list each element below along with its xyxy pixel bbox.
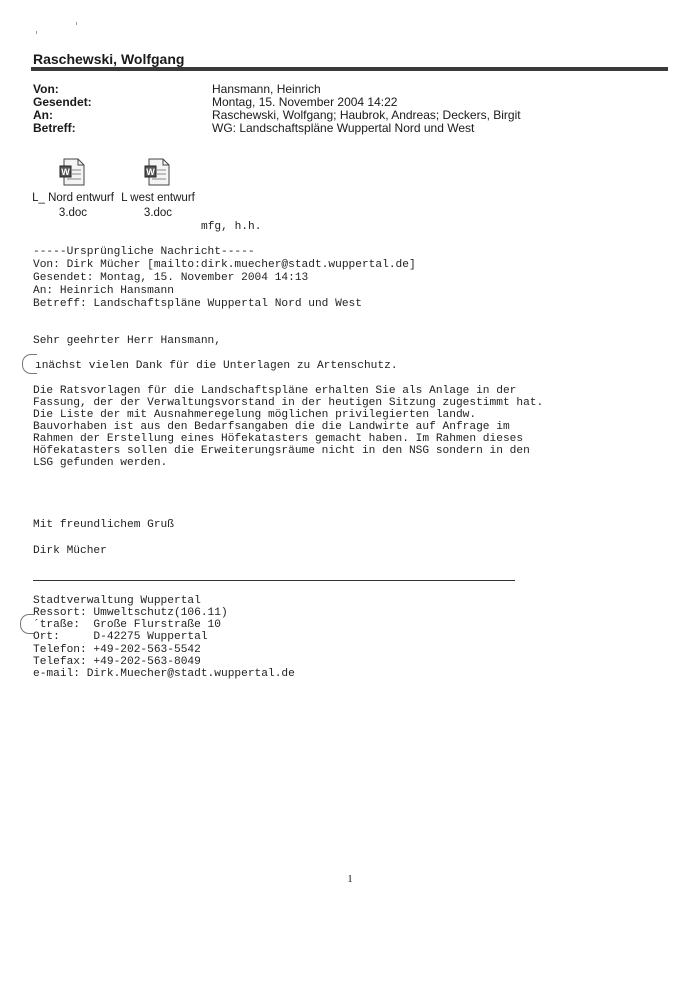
word-document-icon xyxy=(58,157,88,187)
paragraph-line: LSG gefunden werden. xyxy=(33,457,168,469)
attachment-west[interactable] xyxy=(110,157,206,221)
svg-text:W: W xyxy=(61,167,70,177)
attachment-nord[interactable] xyxy=(25,157,121,221)
original-from: Von: Dirk Mücher [mailto:dirk.muecher@stadt.wuppertal.de] xyxy=(33,259,416,271)
original-sent: Gesendet: Montag, 15. November 2004 14:13 xyxy=(33,272,309,284)
from-value: Hansmann, Heinrich xyxy=(212,82,321,96)
department: Ressort: Umweltschutz(106.11) xyxy=(33,607,228,619)
attachment-extension: 3.doc xyxy=(58,207,88,219)
svg-text:W: W xyxy=(146,167,155,177)
short-greeting: mfg, h.h. xyxy=(201,221,262,233)
subject-value: WG: Landschaftspläne Wuppertal Nord und West xyxy=(212,121,475,135)
email-address[interactable]: e-mail: Dirk.Muecher@stadt.wuppertal.de xyxy=(33,668,295,680)
to-label: An: xyxy=(33,108,53,122)
attachment-filename: L_ Nord entwurf xyxy=(32,192,114,204)
to-value: Raschewski, Wolfgang; Haubrok, Andreas; Deckers, Birgit xyxy=(212,108,521,122)
subject-label: Betreff: xyxy=(33,121,76,135)
paragraph-line: Fassung, der der Verwaltungsvorstand in der heutigen Sitzung zugestimmt hat. xyxy=(33,397,544,409)
paragraph-intro: ınächst vielen Dank für die Unterlagen zu Artenschutz. xyxy=(35,360,398,372)
sent-value: Montag, 15. November 2004 14:22 xyxy=(212,95,398,109)
org-name: Stadtverwaltung Wuppertal xyxy=(33,595,201,607)
word-document-icon xyxy=(143,157,173,187)
original-message-marker: -----Ursprüngliche Nachricht----- xyxy=(33,246,255,258)
signature-name: Dirk Mücher xyxy=(33,545,107,557)
paragraph-line: Die Liste der mit Ausnahmeregelung möglichen privilegierten landw. xyxy=(33,409,477,421)
sent-label: Gesendet: xyxy=(33,95,92,109)
paragraph-line: Rahmen der Erstellung eines Höfekatasters gemacht haben. Im Rahmen dieses xyxy=(33,433,524,445)
fax-number: Telefax: +49-202-563-8049 xyxy=(33,656,201,668)
salutation: Sehr geehrter Herr Hansmann, xyxy=(33,335,221,347)
original-to: An: Heinrich Hansmann xyxy=(33,285,174,297)
original-subject: Betreff: Landschaftspläne Wuppertal Nord und West xyxy=(33,298,362,310)
page-number: 1 xyxy=(347,873,353,885)
mailbox-owner: Raschewski, Wolfgang xyxy=(33,51,185,67)
paragraph-line: Bauvorhaben ist aus den Bedarfsangaben die die Landwirte auf Anfrage im xyxy=(33,421,510,433)
scan-speck xyxy=(76,22,77,25)
scan-speck xyxy=(36,31,37,34)
header-rule xyxy=(31,67,668,71)
city-address: Ort: D-42275 Wuppertal xyxy=(33,631,208,643)
paragraph-line: Höfekatasters sollen die Erweiterungsräume nicht in den NSG sondern in den xyxy=(33,445,530,457)
street-address: ´traße: Große Flurstraße 10 xyxy=(33,619,221,631)
closing: Mit freundlichem Gruß xyxy=(33,519,174,531)
from-label: Von: xyxy=(33,82,59,96)
phone-number: Telefon: +49-202-563-5542 xyxy=(33,644,201,656)
attachment-extension: 3.doc xyxy=(143,207,173,219)
paragraph-line: Die Ratsvorlagen für die Landschaftspläne erhalten Sie als Anlage in der xyxy=(33,385,517,397)
attachment-filename: L west entwurf xyxy=(121,192,195,204)
signature-separator xyxy=(33,580,515,581)
